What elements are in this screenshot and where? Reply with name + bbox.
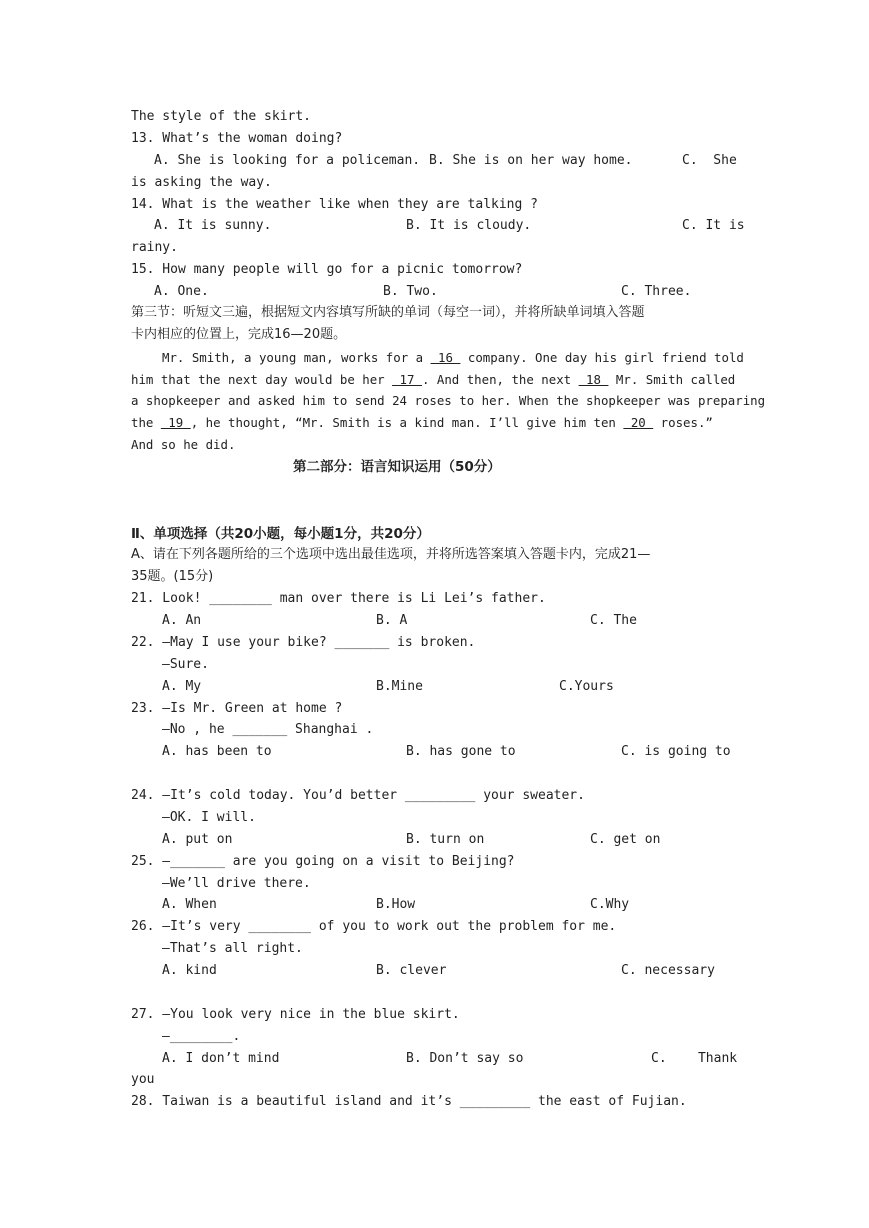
q28-stem: 28. Taiwan is a beautiful island and it’s _________ the east of Fujian.	[131, 1094, 687, 1109]
q25-option-c: C.Why	[590, 897, 630, 912]
q14-option-c-wrap: rainy.	[131, 240, 178, 255]
q21-option-a: A. An	[162, 613, 202, 628]
q13-stem: 13. What’s the woman doing?	[131, 131, 343, 146]
q26-stem: 26. —It’s very ________ of you to work out the problem for me.	[131, 919, 617, 934]
q15-option-c: C. Three.	[621, 284, 692, 299]
q23-reply: —No , he _______ Shanghai .	[162, 722, 374, 737]
blank-19: 19	[160, 415, 191, 430]
section3-instruction-line2: 卡内相应的位置上，完成16—20题。	[131, 327, 347, 342]
q14-option-a: A. It is sunny.	[154, 218, 272, 233]
passage-text: Mr. Smith called	[608, 372, 736, 387]
section3-instruction-line1: 第三节：听短文三遍，根据短文内容填写所缺的单词（每空一词），并将所缺单词填入答题	[131, 305, 645, 320]
q14-stem: 14. What is the weather like when they are talking ?	[131, 197, 538, 212]
q26-option-c: C. necessary	[621, 963, 715, 978]
q22-stem: 22. —May I use your bike? _______ is broken.	[131, 635, 476, 650]
passage-line-3: a shopkeeper and asked him to send 24 roses to her. When the shopkeeper was preparing	[131, 393, 766, 408]
passage-text: company. One day his girl friend told	[460, 350, 744, 365]
q22-reply: —Sure.	[162, 657, 209, 672]
q22-option-b: B.Mine	[376, 679, 423, 694]
q25-stem: 25. —_______ are you going on a visit to Beijing?	[131, 854, 515, 869]
q25-reply: —We’ll drive there.	[162, 876, 311, 891]
q22-option-c: C.Yours	[559, 679, 614, 694]
q26-reply: —That’s all right.	[162, 941, 303, 956]
q21-option-c: C. The	[590, 613, 637, 628]
passage-line-1	[162, 350, 744, 366]
passage-text: Mr. Smith, a young man, works for a	[162, 350, 431, 365]
blank-18: 18	[578, 372, 609, 387]
passage-line-2	[131, 372, 735, 388]
passage-line-5: And so he did.	[131, 437, 236, 452]
q14-option-c: C. It is	[682, 218, 745, 233]
q23-option-a: A. has been to	[162, 744, 272, 759]
q15-option-a: A. One.	[154, 284, 209, 299]
q23-stem: 23. —Is Mr. Green at home ?	[131, 701, 343, 716]
q12-option-tail: The style of the skirt.	[131, 109, 312, 124]
q24-option-b: B. turn on	[406, 832, 485, 847]
q21-stem: 21. Look! ________ man over there is Li Lei’s father.	[131, 591, 546, 606]
q24-stem: 24. —It’s cold today. You’d better _________ your sweater.	[131, 788, 585, 803]
passage-line-4	[131, 415, 713, 431]
q23-option-b: B. has gone to	[406, 744, 516, 759]
passage-text: roses.”	[653, 415, 713, 430]
blank-20: 20	[623, 415, 654, 430]
q24-option-a: A. put on	[162, 832, 233, 847]
part2-instruction-line2: 35题。(15分)	[131, 569, 214, 584]
q27-option-b: B. Don’t say so	[406, 1051, 524, 1066]
q26-option-a: A. kind	[162, 963, 217, 978]
q13-option-b: B. She is on her way home.	[429, 153, 633, 168]
q27-option-c: C. Thank	[651, 1051, 738, 1066]
q22-option-a: A. My	[162, 679, 202, 694]
passage-text: . And then, the next	[421, 372, 579, 387]
q25-option-b: B.How	[376, 897, 416, 912]
q27-reply: —________.	[162, 1029, 241, 1044]
q14-option-b: B. It is cloudy.	[406, 218, 532, 233]
blank-16: 16	[430, 350, 461, 365]
q13-option-c-wrap: is asking the way.	[131, 175, 272, 190]
q25-option-a: A. When	[162, 897, 217, 912]
passage-text: , he thought, “Mr. Smith is a kind man. I’ll give him ten	[190, 415, 624, 430]
passage-text: him that the next day would be her	[131, 372, 393, 387]
q15-stem: 15. How many people will go for a picnic tomorrow?	[131, 262, 523, 277]
q24-reply: —OK. I will.	[162, 810, 256, 825]
q24-option-c: C. get on	[590, 832, 661, 847]
passage-text: the	[131, 415, 161, 430]
q23-option-c: C. is going to	[621, 744, 731, 759]
q26-option-b: B. clever	[376, 963, 447, 978]
q27-stem: 27. —You look very nice in the blue skirt.	[131, 1007, 460, 1022]
q13-option-c: C. She	[682, 153, 737, 168]
q21-option-b: B. A	[376, 613, 408, 628]
blank-17: 17	[392, 372, 422, 387]
q27-option-a: A. I don’t mind	[162, 1051, 280, 1066]
q27-option-c-wrap: you	[131, 1072, 155, 1087]
part2-section-heading: Ⅱ、单项选择（共20小题，每小题1分，共20分）	[131, 526, 430, 542]
part2-title: 第二部分：语言知识运用（50分）	[293, 459, 501, 475]
q13-option-a: A. She is looking for a policeman.	[154, 153, 421, 168]
q15-option-b: B. Two.	[383, 284, 438, 299]
part2-instruction-line1: A、请在下列各题所给的三个选项中选出最佳选项，并将所选答案填入答题卡内，完成21—	[131, 547, 651, 562]
